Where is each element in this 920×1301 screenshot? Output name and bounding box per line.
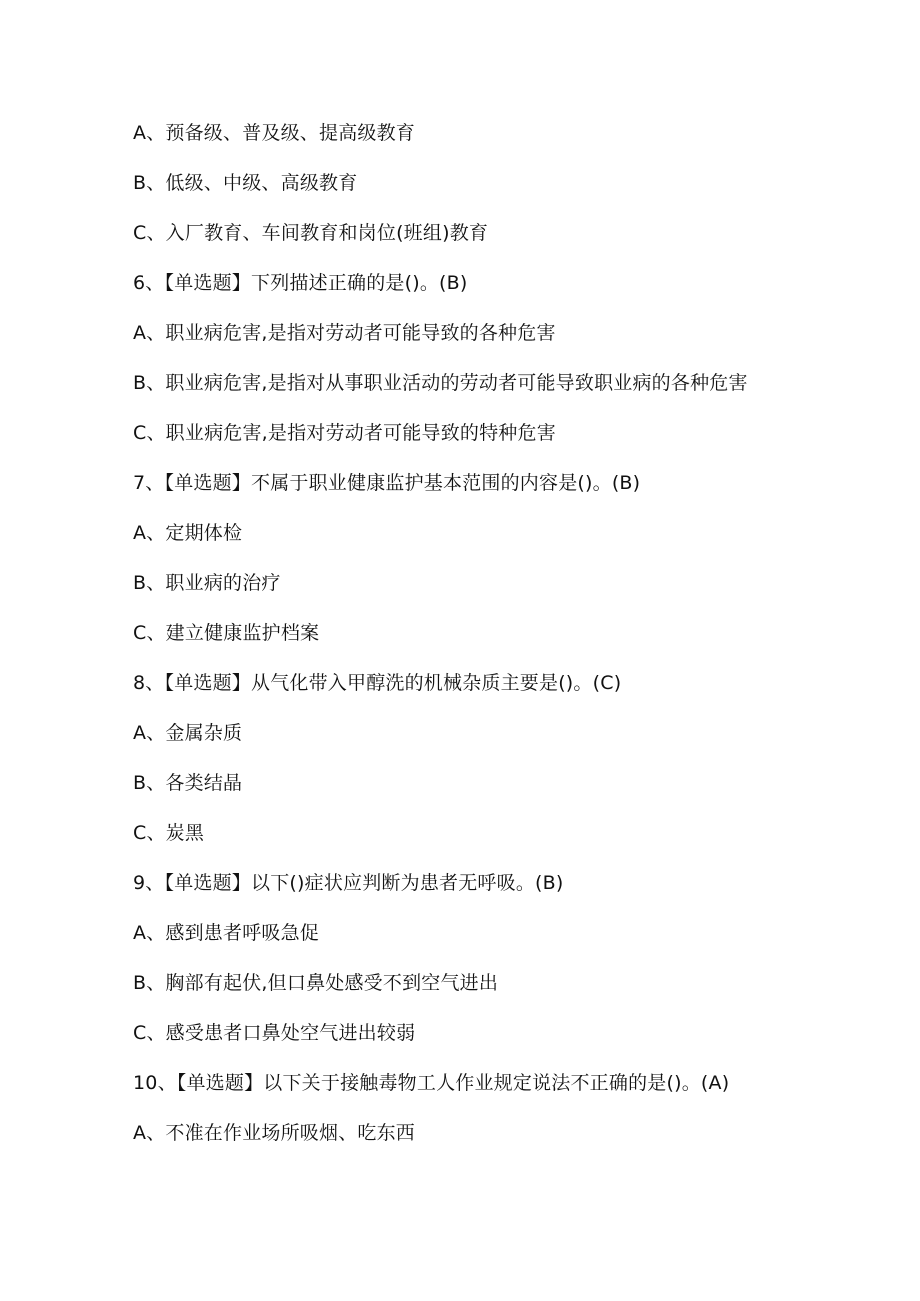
option-line: B、胸部有起伏,但口鼻处感受不到空气进出 [133,972,499,994]
option-line: B、各类结晶 [133,772,243,794]
option-line: A、职业病危害,是指对劳动者可能导致的各种危害 [133,322,556,344]
option-line: B、职业病危害,是指对从事职业活动的劳动者可能导致职业病的各种危害 [133,372,748,394]
option-line: C、感受患者口鼻处空气进出较弱 [133,1022,416,1044]
option-line: A、定期体检 [133,522,243,544]
option-line: C、入厂教育、车间教育和岗位(班组)教育 [133,222,489,244]
question-line: 8、【单选题】从气化带入甲醇洗的机械杂质主要是()。(C) [133,672,622,694]
question-line: 9、【单选题】以下()症状应判断为患者无呼吸。(B) [133,872,564,894]
option-line: A、金属杂质 [133,722,243,744]
option-line: A、感到患者呼吸急促 [133,922,319,944]
option-line: C、职业病危害,是指对劳动者可能导致的特种危害 [133,422,556,444]
question-line: 7、【单选题】不属于职业健康监护基本范围的内容是()。(B) [133,472,641,494]
question-line: 10、【单选题】以下关于接触毒物工人作业规定说法不正确的是()。(A) [133,1072,730,1094]
option-line: B、职业病的治疗 [133,572,281,594]
option-line: A、不准在作业场所吸烟、吃东西 [133,1122,415,1144]
option-line: B、低级、中级、高级教育 [133,172,358,194]
option-line: A、预备级、普及级、提高级教育 [133,122,415,144]
option-line: C、建立健康监护档案 [133,622,320,644]
question-line: 6、【单选题】下列描述正确的是()。(B) [133,272,468,294]
option-line: C、炭黑 [133,822,205,844]
